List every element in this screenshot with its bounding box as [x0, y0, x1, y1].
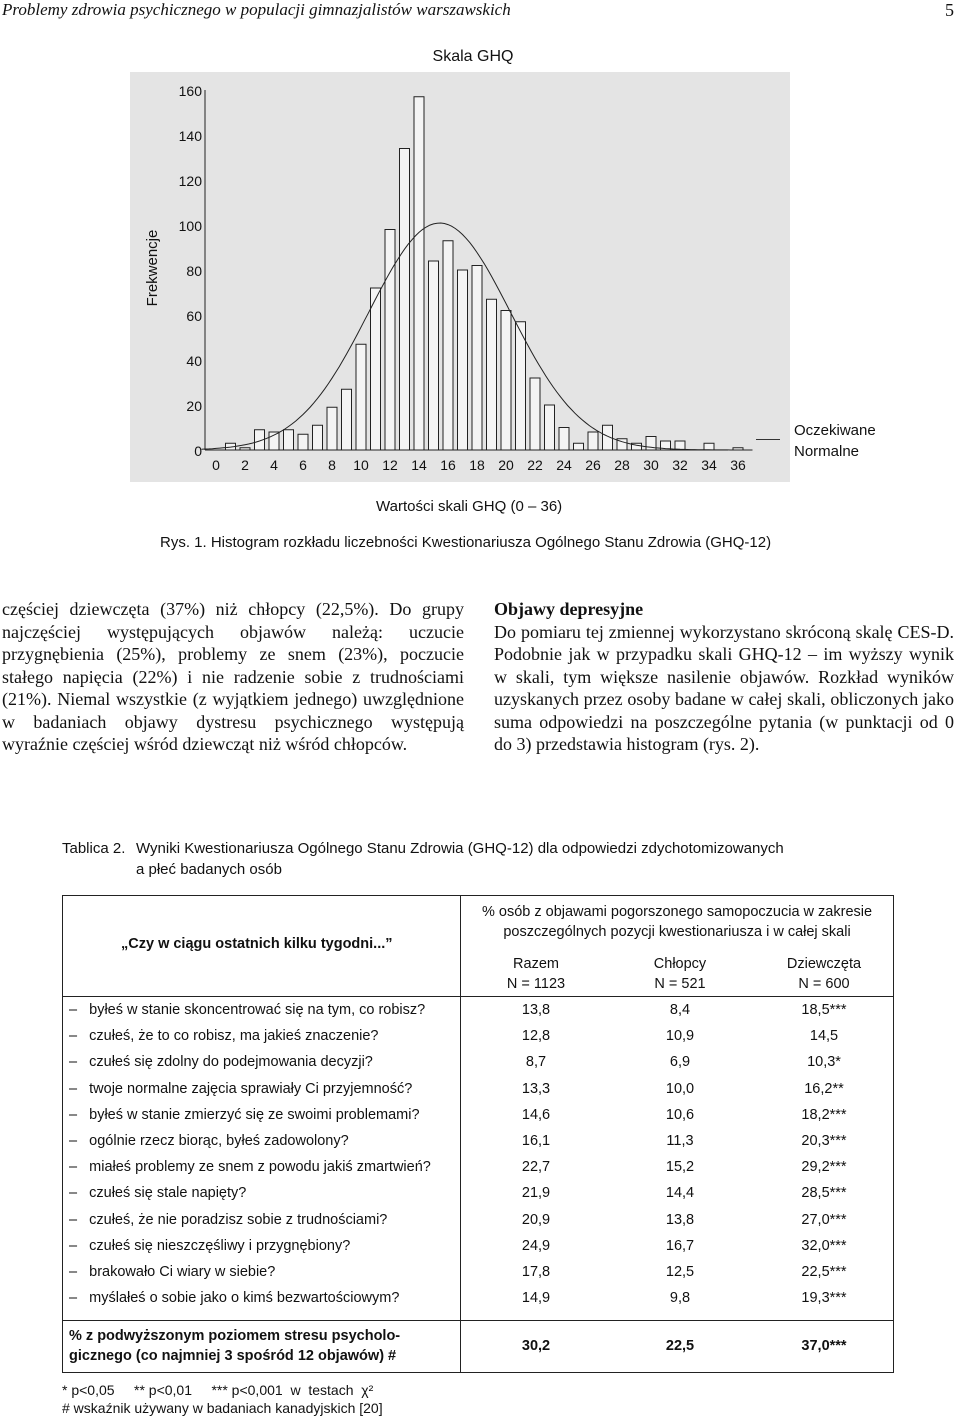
table-cell-dziewczeta: 29,2*** — [801, 1159, 847, 1176]
question-header: „Czy w ciągu ostatnich kilku tygodni...” — [121, 936, 393, 952]
figure-caption: Rys. 1. Histogram rozkładu liczebności Kwestionariusza Ogólnego Stanu Zdrowia (GHQ-12) — [160, 534, 772, 551]
summary-chlopcy: 22,5 — [665, 1338, 695, 1354]
histogram-bar — [458, 270, 468, 450]
body-left-paragraph: częściej dziewczęta (37%) niż chłopcy (22,5%). Do grupy najczęściej występujących objawów należą: uczucie przygnębienia (25%), problemy ze snem (23%), poczucie stałego napięcia (22%) i nie radzenie sobie z trudnościami (21%). Niemal wszystkie (z wyjątkiem jednego) uwzględnione w badaniach objawy dystresu psychicznego występują wyraźnie częściej wśród dziewcząt niż wśród chłopców. — [2, 599, 464, 754]
table-cell-chlopcy: 9,8 — [669, 1290, 691, 1307]
histogram-bar — [472, 266, 482, 451]
table-cell-chlopcy: 14,4 — [665, 1185, 695, 1202]
summary-label — [69, 1326, 400, 1366]
table-cell-razem: 21,9 — [521, 1185, 551, 1202]
table-cell-razem: 14,9 — [521, 1290, 551, 1307]
table-cell-razem: 13,8 — [521, 1002, 551, 1018]
table-cell-dziewczeta: 16,2** — [804, 1080, 844, 1097]
table-row-label: – ogólnie rzecz biorąc, byłeś zadowolony? — [69, 1133, 349, 1149]
table-cell-dziewczeta: 19,3*** — [801, 1290, 847, 1307]
histogram-bar — [545, 405, 555, 450]
x-tick-label: 12 — [382, 457, 398, 473]
legend-entry-expected: Oczekiwane — [794, 422, 876, 439]
results-table — [62, 895, 894, 1373]
column-n-razem: N = 1123 — [506, 976, 566, 992]
histogram-bar — [385, 230, 395, 451]
table-cell-chlopcy: 6,9 — [669, 1054, 691, 1071]
table-row-label: – czułeś, że to co robisz, ma jakieś znaczenie? — [69, 1028, 379, 1045]
table-row-label: – miałeś problemy ze snem z powodu jakiś zmartwień? — [69, 1159, 431, 1176]
table-header-divider — [63, 996, 893, 997]
table-cell-razem: 16,1 — [521, 1133, 551, 1149]
table-cell-dziewczeta: 22,5*** — [801, 1264, 847, 1280]
legend-line-swatch — [756, 439, 780, 440]
body-left-column — [2, 598, 464, 756]
table-cell-dziewczeta: 10,3* — [807, 1054, 841, 1071]
histogram-bar — [327, 407, 337, 450]
table-row-label: – myślałeś o sobie jako o kimś bezwartościowym? — [69, 1290, 400, 1307]
table-cell-dziewczeta: 32,0*** — [801, 1237, 847, 1254]
table-cell-chlopcy: 12,5 — [665, 1264, 695, 1280]
table-row-label: – byłeś w stanie zmierzyć się ze swoimi problemami? — [69, 1106, 420, 1123]
histogram-bar — [429, 261, 439, 450]
x-tick-label: 10 — [353, 457, 369, 473]
chart-title: Skala GHQ — [432, 48, 514, 65]
histogram-bar — [588, 432, 598, 450]
summary-razem: 30,2 — [521, 1338, 551, 1354]
column-n-chlopcy: N = 521 — [654, 976, 706, 992]
table-caption-line2: a płeć badanych osób — [136, 861, 282, 878]
y-tick-label: 140 — [178, 128, 202, 144]
column-name-razem: Razem — [513, 956, 559, 972]
x-tick-label: 22 — [527, 457, 543, 473]
x-tick-label: 24 — [556, 457, 572, 473]
histogram-bar — [574, 443, 584, 450]
summary-label-line1: % z podwyższonym poziomem stresu psycholo- — [69, 1328, 401, 1344]
x-tick-label: 32 — [672, 457, 688, 473]
table-cell-razem: 20,9 — [521, 1211, 551, 1228]
table-cell-dziewczeta: 20,3*** — [801, 1133, 847, 1149]
table-row-label: – czułeś się nieszczęśliwy i przygnębiony? — [69, 1237, 351, 1254]
x-tick-label: 2 — [241, 457, 249, 473]
y-tick-label: 100 — [178, 218, 202, 234]
table-cell-dziewczeta: 14,5 — [809, 1028, 839, 1045]
footnotes — [62, 1381, 383, 1417]
histogram-bar — [371, 288, 381, 450]
x-tick-label: 30 — [643, 457, 659, 473]
table-row-label: – czułeś się stale napięty? — [69, 1185, 247, 1202]
table-row-label: – byłeś w stanie skoncentrować się na tym, co robisz? — [69, 1002, 426, 1018]
histogram-bar — [487, 299, 497, 450]
table-cell-razem: 14,6 — [521, 1106, 551, 1123]
x-axis-label: Wartości skali GHQ (0 – 36) — [376, 498, 563, 515]
histogram-bar — [298, 434, 308, 450]
table-summary-divider — [63, 1320, 893, 1321]
group-header — [461, 902, 893, 942]
table-cell-razem: 17,8 — [521, 1264, 551, 1280]
histogram-bar — [356, 344, 366, 450]
column-header-chlopcy — [615, 954, 745, 994]
histogram-bar — [313, 425, 323, 450]
y-tick-label: 0 — [194, 443, 202, 459]
table-caption-line1: Wyniki Kwestionariusza Ogólnego Stanu Zdrowia (GHQ-12) dla odpowiedzi zdychotomizowanych — [136, 840, 784, 857]
column-n-dziewczeta: N = 600 — [798, 976, 850, 992]
table-row-label: – czułeś się zdolny do podejmowania decyzji? — [69, 1054, 373, 1071]
running-head: Problemy zdrowia psychicznego w populacji gimnazjalistów warszawskich — [2, 0, 511, 19]
table-cell-chlopcy: 8,4 — [669, 1002, 691, 1018]
table-label: Tablica 2. — [62, 840, 126, 857]
histogram-bar — [400, 149, 410, 451]
table-row-label: – brakowało Ci wiary w siebie? — [69, 1264, 276, 1280]
y-tick-label: 160 — [178, 83, 202, 99]
table-cell-chlopcy: 13,8 — [665, 1211, 695, 1228]
footnote-significance: * p<0,05 ** p<0,01 *** p<0,001 w testach χ² — [62, 1382, 374, 1398]
x-tick-label: 14 — [411, 457, 427, 473]
table-cell-dziewczeta: 28,5*** — [801, 1185, 847, 1202]
x-tick-label: 20 — [498, 457, 514, 473]
x-tick-label: 34 — [701, 457, 717, 473]
histogram-bar — [704, 443, 714, 450]
table-cell-dziewczeta: 18,2*** — [801, 1106, 847, 1123]
table-cell-razem: 13,3 — [521, 1080, 551, 1097]
page-number: 5 — [945, 0, 954, 20]
x-tick-label: 16 — [440, 457, 456, 473]
y-tick-label: 60 — [186, 308, 202, 324]
y-tick-label: 80 — [186, 263, 202, 279]
histogram-chart — [130, 72, 790, 492]
table-cell-razem: 8,7 — [525, 1054, 547, 1071]
y-axis-label: Frekwencje — [144, 229, 161, 307]
summary-label-line2: gicznego (co najmniej 3 spośród 12 objawów) # — [69, 1348, 397, 1364]
y-tick-label: 20 — [186, 398, 202, 414]
x-tick-label: 8 — [328, 457, 336, 473]
x-tick-label: 0 — [212, 457, 220, 473]
column-name-dziewczeta: Dziewczęta — [786, 956, 862, 972]
table-cell-chlopcy: 10,6 — [665, 1106, 695, 1123]
body-right-paragraph: Do pomiaru tej zmiennej wykorzystano skróconą skalę CES-D. Podobnie jak w przypadku skali GHQ-12 – im wyższy wynik w skali, tym większe nasilenie objawów. Rozkład wyników uzyskanych przez osoby badane w całej skali, obliczonych jako suma odpowiedzi na poszczególne pytania (w punktacji od 0 do 3) przedstawia histogram (rys. 2). — [494, 621, 954, 754]
table-cell-chlopcy: 16,7 — [665, 1237, 695, 1254]
group-header-line2: poszczególnych pozycji kwestionariusza i w całej skali — [503, 924, 851, 940]
table-cell-dziewczeta: 27,0*** — [801, 1211, 847, 1228]
x-tick-label: 18 — [469, 457, 485, 473]
body-right-column — [494, 598, 954, 756]
x-tick-label: 6 — [299, 457, 307, 473]
y-tick-label: 120 — [178, 173, 202, 189]
table-row-label: – twoje normalne zajęcia sprawiały Ci przyjemność? — [69, 1080, 413, 1097]
table-cell-dziewczeta: 18,5*** — [801, 1002, 847, 1018]
table-cell-chlopcy: 11,3 — [666, 1133, 694, 1149]
histogram-bar — [530, 378, 540, 450]
table-cell-razem: 22,7 — [521, 1159, 551, 1176]
column-name-chlopcy: Chłopcy — [653, 956, 707, 972]
section-heading: Objawy depresyjne — [494, 599, 644, 619]
table-cell-razem: 12,8 — [521, 1028, 551, 1045]
summary-dziewczeta: 37,0*** — [801, 1338, 847, 1354]
histogram-bar — [284, 430, 294, 450]
histogram-bar — [516, 322, 526, 450]
histogram-bar — [443, 241, 453, 450]
table-cell-chlopcy: 15,2 — [665, 1159, 695, 1176]
legend — [794, 420, 876, 462]
table-row-label: – czułeś, że nie poradzisz sobie z trudnościami? — [69, 1211, 388, 1228]
histogram-bar — [501, 311, 511, 451]
column-header-razem — [471, 954, 601, 994]
footnote-hash: # wskaźnik używany w badaniach kanadyjskich [20] — [62, 1400, 383, 1416]
column-header-dziewczeta — [759, 954, 889, 994]
table-vertical-divider — [460, 896, 461, 1372]
y-axis-label-group — [144, 230, 161, 307]
x-tick-label: 4 — [270, 457, 278, 473]
histogram-bar — [414, 97, 424, 450]
table-caption — [62, 838, 822, 880]
x-tick-label: 26 — [585, 457, 601, 473]
table-cell-chlopcy: 10,9 — [665, 1028, 695, 1045]
table-cell-chlopcy: 10,0 — [665, 1080, 695, 1097]
histogram-bar — [559, 428, 569, 451]
group-header-line1: % osób z objawami pogorszonego samopoczucia w zakresie — [481, 904, 873, 920]
x-tick-label: 36 — [730, 457, 746, 473]
table-cell-razem: 24,9 — [521, 1237, 551, 1254]
y-tick-label: 40 — [186, 353, 202, 369]
x-tick-label: 28 — [614, 457, 630, 473]
legend-entry-normal: Normalne — [794, 443, 860, 460]
histogram-bar — [342, 389, 352, 450]
